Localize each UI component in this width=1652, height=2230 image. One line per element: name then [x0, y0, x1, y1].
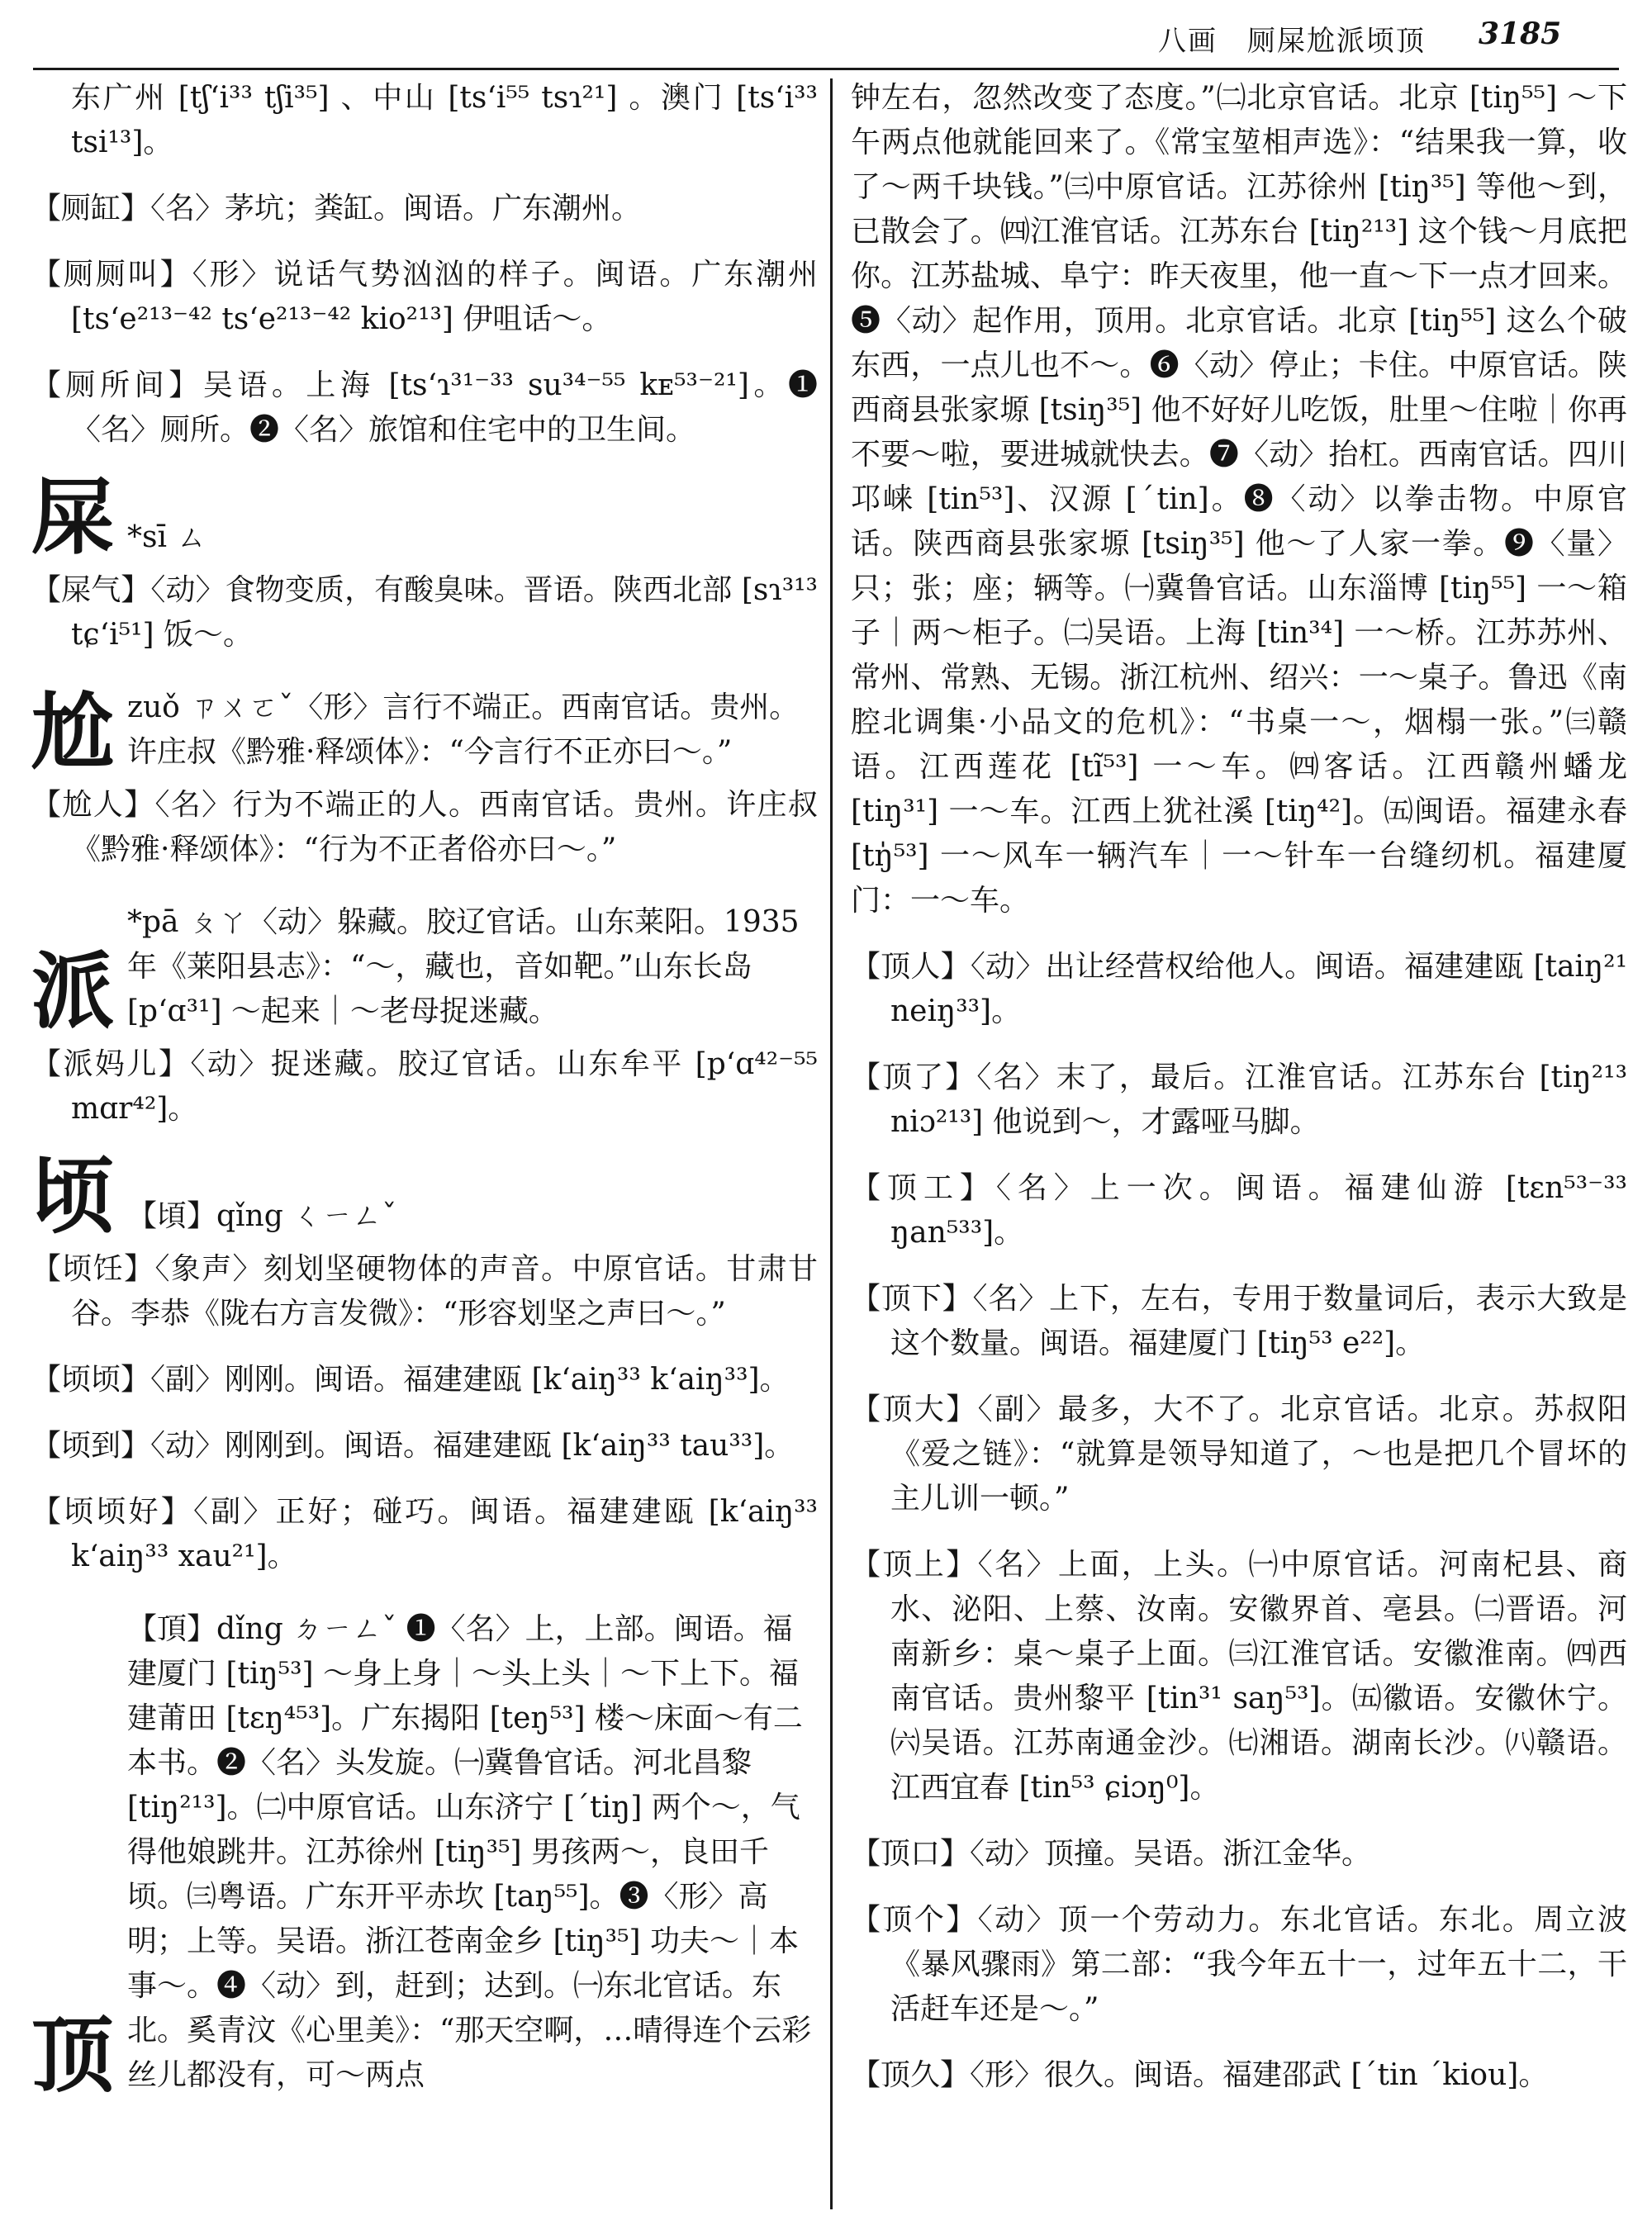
entry-qing-ren: 【顷饪】〈象声〉刻划坚硬物体的声音。中原官话。甘肃甘谷。李恭《陇右方言发微》：“形容划坚之声曰～。”: [31, 1252, 818, 1331]
entry-ga-ren: 【尬人】〈名〉行为不端正的人。西南官话。贵州。许庄叔《黔雅·释颂体》：“行为不正者俗亦曰～。”: [31, 788, 818, 866]
headword-definition: 【頂】dǐng ㄉㄧㄥˇ ❶〈名〉上，上部。闽语。福建厦门 [tiŋ⁵³] ～身上身｜～头上头｜～下上下。福建莆田 [tɛŋ⁴⁵³]。广东揭阳 [teŋ⁵³] 楼～床面～有二本书。❷〈名〉头发旋。㈠冀鲁官话。河北昌黎 [tiŋ²¹³]。㈡中原官话。山东济宁 [ˊtiŋ] 两个～，气得他娘跳井。江苏徐州 [tiŋ³⁵] 男孩两～，良田千顷。㈢粤语。广东开平赤坎 [taŋ⁵⁵]。❸〈形〉高明；上等。吴语。浙江苍南金乡 [tiŋ³⁵] 功夫～｜本事～。❹〈动〉到，赶到；达到。㈠东北官话。东北。奚青汶《心里美》：“那天空啊，…晴得连个云彩丝儿都没有，可～两点: [127, 1612, 812, 2092]
page-number: 3185: [1479, 17, 1562, 51]
entry-qing-qing: 【顷顷】〈副〉刚刚。闽语。福建建瓯 [kʻaiŋ³³ kʻaiŋ³³]。: [31, 1363, 790, 1397]
entry-ce-ce-jiao: 【厕厕叫】〈形〉说话气势汹汹的样子。闽语。广东潮州 [tsʻe²¹³⁻⁴² tsʻe²¹³⁻⁴² kio²¹³] 伊咀话～。: [31, 258, 818, 336]
headword-char: 派: [31, 942, 114, 1040]
headword-pronunciation: *sī ㄙ: [127, 520, 206, 554]
headword-definition: zuǒ ㄗㄨㄛˇ〈形〉言行不端正。西南官话。贵州。许庄叔《黔雅·释颂体》：“今言行不正亦曰～。”: [127, 690, 800, 769]
headword-block-2: [31, 679, 818, 780]
entry-ding-shang: 【顶上】〈名〉上面，上头。㈠中原官话。河南杞县、商水、泌阳、上蔡、汝南。安徽界首、亳县。㈡晋语。河南新乡：桌～桌子上面。㈢江淮官话。安徽淮南。㈣西南官话。贵州黎平 [tin³¹ saŋ⁵³]。㈤徽语。安徽休宁。㈥吴语。江苏南通金沙。㈦湘语。湖南长沙。㈧赣语。江西宜春 [tin⁵³ ɕiɔŋ⁰]。: [851, 1548, 1627, 1805]
headword-block-4: [31, 1147, 818, 1245]
entry-ce-suo-jian: 【厕所间】吴语。上海 [tsʻɿ³¹⁻³³ su³⁴⁻⁵⁵ kᴇ⁵³⁻²¹]。❶〈名〉厕所。❷〈名〉旅馆和住宅中的卫生间。: [31, 368, 818, 447]
headword-definition: *pā ㄆㄚ〈动〉躲藏。胶辽官话。山东莱阳。1935年《莱阳县志》：“～，藏也，音如靶。”山东长岛 [pʻɑ³¹] ～起来｜～老母捉迷藏。: [127, 905, 800, 1028]
entry-ce-gang: 【厕缸】〈名〉茅坑；粪缸。闽语。广东潮州。: [31, 192, 642, 225]
page-header: [0, 0, 1652, 68]
headword-block-1: [31, 468, 818, 566]
headword-char: 顶: [31, 2006, 114, 2104]
running-title: 八画 厕屎尬派顷顶: [1158, 25, 1426, 58]
entry-ding-jiu: 【顶久】〈形〉很久。闽语。福建邵武 [ˊtin ˊkiou]。: [851, 2058, 1549, 2092]
entry-continuation: 钟左右，忽然改变了态度。”㈡北京官话。北京 [tiŋ⁵⁵] ～下午两点他就能回来了。《常宝堃相声选》：“结果我一算，收了～两千块钱。”㈢中原官话。江苏徐州 [tiŋ³⁵] 等他～到，已散会了。㈣江淮官话。江苏东台 [tiŋ²¹³] 这个钱～月底把你。江苏盐城、阜宁：昨天夜里，他一直～下一点才回来。❺〈动〉起作用，顶用。北京官话。北京 [tiŋ⁵⁵] 这么个破东西，一点儿也不～。❻〈动〉停止；卡住。中原官话。陕西商县张家塬 [tsiŋ³⁵] 他不好好儿吃饭，肚里～住啦｜你再不要～啦，要进城就快去。❼〈动〉抬杠。西南官话。四川邛崃 [tin⁵³]、汉源 [ˊtin]。❽〈动〉以拳击物。中原官话。陕西商县张家塬 [tsiŋ³⁵] 他～了人家一拳。❾〈量〉只；张；座；辆等。㈠冀鲁官话。山东淄博 [tiŋ⁵⁵] 一～箱子｜两～柜子。㈡吴语。上海 [tin³⁴] 一～桥。江苏苏州、常州、常熟、无锡。浙江杭州、绍兴：一～桌子。鲁迅《南腔北调集·小品文的危机》：“书桌一～，烟榻一张。”㈢赣语。江西莲花 [tĩ⁵³] 一～车。㈣客话。江西赣州蟠龙 [tiŋ³¹] 一～车。江西上犹社溪 [tiŋ⁴²]。㈤闽语。福建永春 [tŋ̍⁵³] 一～风车一辆汽车｜一～针车一台缝纫机。福建厦门：一～车。: [851, 81, 1627, 918]
entry-ding-xia: 【顶下】〈名〉上下，左右，专用于数量词后，表示大致是这个数量。闽语。福建厦门 [tiŋ⁵³ e²²]。: [851, 1282, 1627, 1360]
headword-block-5: [31, 1601, 818, 2104]
entry-ding-ren: 【顶人】〈动〉出让经营权给他人。闽语。福建建瓯 [taiŋ²¹ neiŋ³³]。: [851, 950, 1627, 1028]
headword-char: 尬: [31, 683, 114, 780]
entry-ding-da: 【顶大】〈副〉最多，大不了。北京官话。北京。苏叔阳《爱之链》：“就算是领导知道了，～也是把几个冒坏的主儿训一顿。”: [851, 1393, 1627, 1516]
headword-pronunciation: 【頃】qǐng ㄑㄧㄥˇ: [127, 1199, 397, 1233]
headword-block-3: [31, 894, 818, 1040]
entry-qing-qing-hao: 【顷顷好】〈副〉正好；碰巧。闽语。福建建瓯 [kʻaiŋ³³ kʻaiŋ³³ xau²¹]。: [31, 1495, 818, 1573]
entry-qing-dao: 【顷到】〈动〉刚刚到。闽语。福建建瓯 [kʻaiŋ³³ tau³³]。: [31, 1429, 795, 1463]
entry-shi-qi: 【屎气】〈动〉食物变质，有酸臭味。晋语。陕西北部 [sɿ³¹³ tɕʻi⁵¹] 饭～。: [31, 573, 818, 652]
headword-char: 顷: [31, 1147, 114, 1245]
header-rule: [33, 68, 1619, 70]
entry-pa-ma-er: 【派妈儿】〈动〉捉迷藏。胶辽官话。山东牟平 [pʻɑ⁴²⁻⁵⁵ mɑr⁴²]。: [31, 1047, 818, 1126]
entry-ding-gong: 【顶工】〈名〉上一次。闽语。福建仙游 [tɛn⁵³⁻³³ ŋan⁵³³]。: [851, 1171, 1627, 1250]
left-column: [31, 76, 818, 2223]
entry-ding-liao: 【顶了】〈名〉末了，最后。江淮官话。江苏东台 [tiŋ²¹³ niɔ²¹³] 他说到～，才露哑马脚。: [851, 1060, 1627, 1139]
right-column: [851, 76, 1627, 2223]
entry-ding-ge: 【顶个】〈动〉顶一个劳动力。东北官话。东北。周立波《暴风骤雨》第二部：“我今年五十一，过年五十二，干活赶车还是～。”: [851, 1903, 1627, 2026]
entry-ding-kou: 【顶口】〈动〉顶撞。吴语。浙江金华。: [851, 1837, 1372, 1871]
column-divider: [830, 78, 833, 2209]
entry-continuation: 东广州 [tʃʻi³³ tʃi³⁵] 、中山 [tsʻi⁵⁵ tsɿ²¹] 。澳门 [tsʻi³³ tsi¹³]。: [71, 81, 818, 159]
headword-char: 屎: [31, 468, 114, 566]
